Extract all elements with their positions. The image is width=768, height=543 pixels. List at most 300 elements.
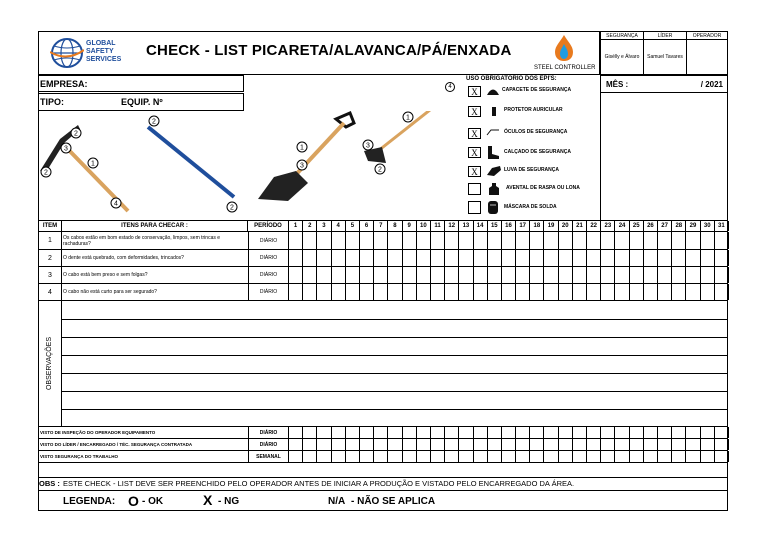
visto-cell[interactable] [346,439,360,450]
check-cell[interactable] [445,267,459,283]
check-cell[interactable] [686,250,700,266]
table-header [38,220,728,232]
check-cell[interactable] [644,267,658,283]
visto-cell[interactable] [516,451,530,462]
visto-cell[interactable] [431,427,445,438]
check-cell[interactable] [317,267,331,283]
visto-cell[interactable] [303,439,317,450]
epi-checkbox[interactable]: X [468,86,481,97]
check-cell[interactable] [672,232,686,249]
check-cell[interactable] [459,267,473,283]
visto-cell[interactable] [360,439,374,450]
check-cell[interactable] [573,267,587,283]
epi-label: MÁSCARA DE SOLDA [504,204,557,210]
visto-cell[interactable] [587,451,601,462]
check-cell[interactable] [587,284,601,300]
visto-cell[interactable] [530,439,544,450]
visto-cell[interactable] [644,427,658,438]
visto-cell[interactable] [488,451,502,462]
check-cell[interactable] [701,267,715,283]
visto-cell[interactable] [374,451,388,462]
visto-cell[interactable] [332,451,346,462]
epi-checkbox[interactable]: X [468,106,481,117]
visto-cell[interactable] [686,451,700,462]
epi-checkbox[interactable] [468,201,481,214]
check-cell[interactable] [360,267,374,283]
check-cell[interactable] [502,284,516,300]
check-cell[interactable] [672,250,686,266]
visto-cell[interactable] [615,451,629,462]
day-header: 30 [701,221,715,231]
check-cell[interactable] [360,250,374,266]
visto-cell[interactable] [658,439,672,450]
svg-text:2: 2 [152,118,156,126]
check-cell[interactable] [587,267,601,283]
check-cell[interactable] [544,267,558,283]
col-periodo-header: PERÍODO [248,221,289,231]
check-cell[interactable] [417,250,431,266]
sign-header-lider: LÍDER [644,32,687,40]
check-cell[interactable] [644,284,658,300]
row-number: 1 [39,232,62,249]
check-cell[interactable] [630,250,644,266]
visto-cell[interactable] [388,451,402,462]
day-header: 10 [417,221,431,231]
check-cell[interactable] [530,250,544,266]
visto-cell[interactable] [459,451,473,462]
check-cell[interactable] [417,232,431,249]
visto-cell[interactable] [715,451,729,462]
svg-text:2: 2 [230,204,234,212]
svg-text:2: 2 [378,166,382,174]
epi-checkbox[interactable]: X [468,166,481,177]
check-cell[interactable] [544,232,558,249]
check-cell[interactable] [601,284,615,300]
check-cell[interactable] [715,232,729,249]
visto-cell[interactable] [474,451,488,462]
check-cell[interactable] [289,232,303,249]
check-cell[interactable] [502,267,516,283]
check-cell[interactable] [431,250,445,266]
day-header: 24 [615,221,629,231]
check-cell[interactable] [403,284,417,300]
na-symbol: N/A [328,496,346,507]
check-cell[interactable] [587,250,601,266]
visto-cell[interactable] [289,451,303,462]
check-cell[interactable] [530,232,544,249]
visto-cell[interactable] [644,451,658,462]
check-cell[interactable] [445,284,459,300]
check-cell[interactable] [317,250,331,266]
visto-cell[interactable] [516,439,530,450]
controller-label: STEEL CONTROLLER [534,65,596,71]
check-cell[interactable] [374,267,388,283]
visto-cell[interactable] [502,427,516,438]
epi-checkbox[interactable] [468,183,481,195]
visto-cell[interactable] [417,439,431,450]
day-header: 28 [672,221,686,231]
mes-label: MÊS : [606,80,629,89]
check-cell[interactable] [715,284,729,300]
visto-cell[interactable] [530,427,544,438]
visto-cell[interactable] [544,439,558,450]
visto-cell[interactable] [474,439,488,450]
check-cell[interactable] [403,250,417,266]
visto-cell[interactable] [587,427,601,438]
check-cell[interactable] [289,267,303,283]
check-cell[interactable] [445,250,459,266]
check-cell[interactable] [474,250,488,266]
day-header: 27 [658,221,672,231]
sign-name-operador[interactable] [687,40,728,75]
svg-text:4: 4 [114,200,118,208]
epi-checkbox[interactable]: X [468,147,481,158]
check-cell[interactable] [601,250,615,266]
visto-cell[interactable] [431,451,445,462]
visto-cell[interactable] [530,451,544,462]
check-cell[interactable] [303,267,317,283]
sign-name-lider[interactable]: Samuel Tavares [644,40,687,75]
visto-cell[interactable] [559,427,573,438]
visto-cell[interactable] [303,427,317,438]
epi-label: PROTETOR AURICULAR [504,107,563,113]
svg-text:3: 3 [366,142,370,150]
check-cell[interactable] [374,232,388,249]
check-cell[interactable] [544,284,558,300]
obs-line [62,409,727,410]
visto-cell[interactable] [374,439,388,450]
check-cell[interactable] [374,284,388,300]
visto-cell[interactable] [388,427,402,438]
check-cell[interactable] [417,267,431,283]
visto-cell[interactable] [289,427,303,438]
check-cell[interactable] [701,232,715,249]
visto-cell[interactable] [502,451,516,462]
visto-text: VISTO SEGURANÇA DO TRABALHO [40,454,119,459]
tools-illustration [38,111,458,221]
visto-cell[interactable] [459,439,473,450]
tipo-field[interactable] [38,93,244,111]
obs-line [62,319,727,320]
day-header: 20 [559,221,573,231]
check-cell[interactable] [488,232,502,249]
check-cell[interactable] [360,284,374,300]
sign-header-operador: OPERADOR [687,32,728,40]
check-cell[interactable] [332,284,346,300]
visto-cell[interactable] [544,427,558,438]
check-cell[interactable] [530,284,544,300]
pickaxe-icon [40,125,128,211]
check-cell[interactable] [332,232,346,249]
visto-cell[interactable] [715,427,729,438]
check-cell[interactable] [615,284,629,300]
visto-cell[interactable] [445,427,459,438]
check-cell[interactable] [403,267,417,283]
visto-cell[interactable] [332,439,346,450]
visto-cell[interactable] [559,451,573,462]
check-cell[interactable] [289,284,303,300]
observacoes-section[interactable] [38,301,728,427]
obs-line [62,373,727,374]
check-cell[interactable] [559,284,573,300]
visto-cell[interactable] [303,451,317,462]
check-cell[interactable] [516,250,530,266]
day-header: 6 [360,221,374,231]
check-cell[interactable] [573,284,587,300]
visto-cell[interactable] [601,427,615,438]
visto-period: DIÁRIO [248,427,289,438]
apron-icon [488,182,500,196]
check-cell[interactable] [630,232,644,249]
check-cell[interactable] [459,250,473,266]
visto-cell[interactable] [417,451,431,462]
check-cell[interactable] [544,250,558,266]
check-cell[interactable] [516,232,530,249]
visto-cell[interactable] [317,427,331,438]
mes-field[interactable] [600,75,728,93]
check-cell[interactable] [474,232,488,249]
visto-cell[interactable] [672,439,686,450]
check-cell[interactable] [303,232,317,249]
visto-cell[interactable] [445,439,459,450]
visto-cell[interactable] [360,427,374,438]
check-cell[interactable] [686,284,700,300]
ok-label: - OK [142,496,164,507]
table-row [38,284,728,301]
visto-cell[interactable] [615,439,629,450]
visto-cell[interactable] [403,439,417,450]
check-cell[interactable] [289,250,303,266]
visto-cell[interactable] [701,451,715,462]
visto-cell[interactable] [672,451,686,462]
check-cell[interactable] [445,232,459,249]
visto-cell[interactable] [573,427,587,438]
check-cell[interactable] [715,250,729,266]
ng-label: - NG [218,496,240,507]
check-cell[interactable] [559,250,573,266]
check-cell[interactable] [317,232,331,249]
visto-cell[interactable] [403,427,417,438]
visto-cell[interactable] [686,439,700,450]
check-cell[interactable] [474,267,488,283]
visto-cell[interactable] [346,427,360,438]
visto-cell[interactable] [658,427,672,438]
check-cell[interactable] [658,284,672,300]
check-cell[interactable] [630,284,644,300]
visto-cell[interactable] [502,439,516,450]
day-header: 9 [403,221,417,231]
visto-cell[interactable] [488,439,502,450]
visto-cell[interactable] [360,451,374,462]
visto-cell[interactable] [686,427,700,438]
visto-cell[interactable] [701,427,715,438]
check-cell[interactable] [488,250,502,266]
visto-cell[interactable] [587,439,601,450]
epi-item-luva [468,164,600,178]
visto-cell[interactable] [672,427,686,438]
check-cell[interactable] [615,267,629,283]
check-cell[interactable] [346,232,360,249]
visto-cell[interactable] [445,451,459,462]
col-item-header: ITEM [39,221,62,231]
visto-cell[interactable] [388,439,402,450]
day-header: 11 [431,221,445,231]
equip-label: EQUIP. Nº [121,97,163,107]
visto-cell[interactable] [630,427,644,438]
check-cell[interactable] [701,250,715,266]
visto-period: SEMANAL [248,451,289,462]
visto-cell[interactable] [573,439,587,450]
visto-cell[interactable] [658,451,672,462]
check-cell[interactable] [346,250,360,266]
check-cell[interactable] [488,267,502,283]
check-cell[interactable] [502,250,516,266]
svg-text:2: 2 [44,169,48,177]
visto-cell[interactable] [601,439,615,450]
legend [38,490,728,510]
check-cell[interactable] [559,267,573,283]
day-header: 2 [303,221,317,231]
row-text: O dente está quebrado, com deformidades, trincados? [63,255,184,261]
check-cell[interactable] [644,232,658,249]
check-cell[interactable] [658,250,672,266]
check-cell[interactable] [431,232,445,249]
check-cell[interactable] [573,250,587,266]
ok-symbol: O [128,493,139,509]
day-header: 12 [445,221,459,231]
check-cell[interactable] [715,267,729,283]
sign-name-seguranca[interactable]: Gisélly e Álvaro [601,40,644,75]
epi-item-capacete [468,84,600,98]
visto-cell[interactable] [630,451,644,462]
visto-row [38,427,728,439]
visto-cell[interactable] [374,427,388,438]
day-header: 17 [516,221,530,231]
check-cell[interactable] [516,284,530,300]
check-cell[interactable] [630,267,644,283]
check-cell[interactable] [658,267,672,283]
check-cell[interactable] [317,284,331,300]
visto-cell[interactable] [488,427,502,438]
check-cell[interactable] [459,232,473,249]
check-cell[interactable] [403,232,417,249]
visto-cell[interactable] [516,427,530,438]
check-cell[interactable] [346,284,360,300]
check-cell[interactable] [516,267,530,283]
table-row [38,267,728,284]
check-cell[interactable] [686,267,700,283]
check-cell[interactable] [658,232,672,249]
visto-cell[interactable] [332,427,346,438]
check-cell[interactable] [417,284,431,300]
visto-cell[interactable] [544,451,558,462]
check-cell[interactable] [615,250,629,266]
check-cell[interactable] [672,267,686,283]
visto-cell[interactable] [630,439,644,450]
ear-protector-icon [490,105,498,117]
visto-cell[interactable] [715,439,729,450]
logo-line3: SERVICES [86,56,122,63]
check-cell[interactable] [388,250,402,266]
visto-cell[interactable] [431,439,445,450]
day-header: 23 [601,221,615,231]
check-cell[interactable] [388,284,402,300]
visto-cell[interactable] [644,439,658,450]
visto-cell[interactable] [317,451,331,462]
check-cell[interactable] [587,232,601,249]
check-cell[interactable] [332,267,346,283]
visto-cell[interactable] [701,439,715,450]
visto-cell[interactable] [459,427,473,438]
mes-divider [600,75,601,220]
check-cell[interactable] [388,232,402,249]
check-cell[interactable] [701,284,715,300]
check-cell[interactable] [374,250,388,266]
logo-line2: SAFETY [86,48,114,55]
visto-cell[interactable] [573,451,587,462]
check-cell[interactable] [644,250,658,266]
check-cell[interactable] [360,232,374,249]
hoe-icon [363,111,454,174]
svg-text:1: 1 [300,144,304,152]
check-cell[interactable] [530,267,544,283]
empresa-field[interactable] [38,75,244,92]
epi-checkbox[interactable]: X [468,128,481,139]
check-cell[interactable] [488,284,502,300]
visto-cell[interactable] [289,439,303,450]
check-cell[interactable] [672,284,686,300]
tipo-label: TIPO: [40,97,64,107]
day-header: 16 [502,221,516,231]
visto-cell[interactable] [403,451,417,462]
row-period: DIÁRIO [248,267,289,283]
visto-cell[interactable] [615,427,629,438]
check-cell[interactable] [559,232,573,249]
check-cell[interactable] [332,250,346,266]
check-cell[interactable] [601,232,615,249]
check-cell[interactable] [303,284,317,300]
epi-label: CAPACETE DE SEGURANÇA [502,87,572,93]
visto-cell[interactable] [317,439,331,450]
check-cell[interactable] [388,267,402,283]
sign-header-seguranca: SEGURANÇA [601,32,644,40]
check-cell[interactable] [601,267,615,283]
check-cell[interactable] [459,284,473,300]
visto-cell[interactable] [417,427,431,438]
check-cell[interactable] [346,267,360,283]
check-cell[interactable] [502,232,516,249]
visto-cell[interactable] [601,451,615,462]
visto-cell[interactable] [474,427,488,438]
boot-icon [486,145,500,160]
obs-label: OBS : [39,479,60,488]
check-cell[interactable] [474,284,488,300]
visto-cell[interactable] [559,439,573,450]
check-cell[interactable] [686,232,700,249]
check-cell[interactable] [573,232,587,249]
flame-icon [553,34,575,62]
epi-label: AVENTAL DE RASPA OU LONA [506,185,580,191]
visto-cell[interactable] [346,451,360,462]
check-cell[interactable] [303,250,317,266]
company-logo [50,37,130,69]
check-cell[interactable] [431,284,445,300]
check-cell[interactable] [615,232,629,249]
check-cell[interactable] [431,267,445,283]
day-header: 14 [474,221,488,231]
row-number: 4 [39,284,62,300]
visto-text: VISTO DO LÍDER / ENCARREGADO / TÉC. SEGURANÇA CONTRATADA [40,442,193,447]
